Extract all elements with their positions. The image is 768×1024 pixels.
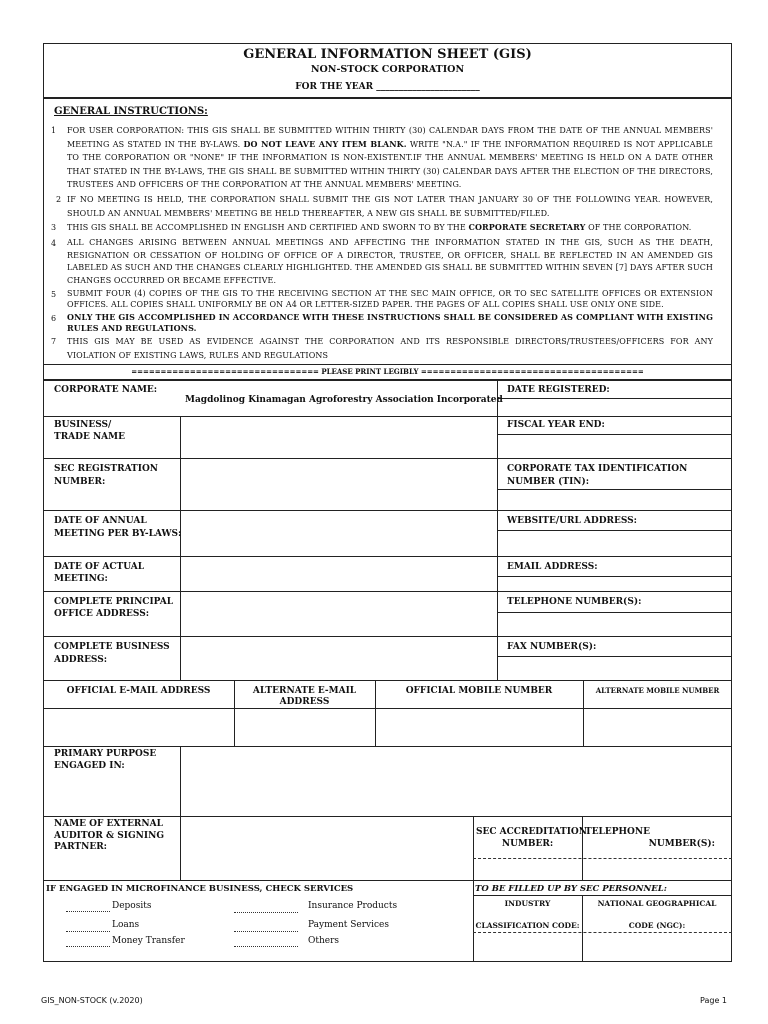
insurance-checkbox-line[interactable] xyxy=(234,912,298,913)
microfinance-heading: IF ENGAGED IN MICROFINANCE BUSINESS, CHECK SERVICES xyxy=(46,884,354,894)
auditor-label-1: NAME OF EXTERNAL xyxy=(54,819,163,829)
business-name-label-2: TRADE NAME xyxy=(54,432,125,442)
print-legibly-rule-top xyxy=(43,364,732,365)
purpose-bottom xyxy=(43,816,732,817)
actual-meeting-label-2: MEETING: xyxy=(54,574,108,584)
row-sep-1 xyxy=(43,416,732,417)
instr-num-7: 7 xyxy=(51,337,57,346)
form-subtitle: NON-STOCK CORPORATION xyxy=(310,64,465,75)
instr-item-3-text-a: THIS GIS SHALL BE ACCOMPLISHED IN ENGLISH AND CERTIFIED AND SWORN TO BY THE xyxy=(67,223,466,232)
form-code: GIS_NON-STOCK (v.2020) xyxy=(41,996,143,1005)
money-transfer-label: Money Transfer xyxy=(112,936,185,946)
instr-num-5: 5 xyxy=(51,290,57,299)
sec-personnel-rule xyxy=(473,895,732,896)
auditor-label-2: AUDITOR & SIGNING xyxy=(54,831,164,841)
principal-office-label-1: COMPLETE PRINCIPAL xyxy=(54,597,174,607)
payment-label: Payment Services xyxy=(308,920,389,930)
others-checkbox-line[interactable] xyxy=(234,946,298,947)
right-sep-e xyxy=(497,576,732,577)
row-sep-6 xyxy=(43,636,732,637)
col-sep-label xyxy=(180,416,181,680)
website-label: WEBSITE/URL ADDRESS: xyxy=(507,516,637,526)
page-number: Page 1 xyxy=(700,996,727,1005)
sec-reg-label-2: NUMBER: xyxy=(54,477,106,487)
purpose-sep xyxy=(180,746,181,816)
instr-item-3-text-b: OF THE CORPORATION. xyxy=(588,223,692,232)
sec-reg-label-1: SEC REGISTRATION xyxy=(54,464,159,474)
industry-label-1: INDUSTRY xyxy=(504,899,551,908)
alternate-email-label-1: ALTERNATE E-MAIL xyxy=(252,686,357,696)
telephone-label: TELEPHONE NUMBER(S): xyxy=(507,597,642,607)
money-transfer-checkbox-line[interactable] xyxy=(66,946,110,947)
alternate-mobile-label: ALTERNATE MOBILE NUMBER xyxy=(595,686,720,695)
right-sep-g xyxy=(497,656,732,657)
principal-office-label-2: OFFICE ADDRESS: xyxy=(54,609,150,619)
sec-accreditation-label-1: SEC ACCREDITATION xyxy=(476,827,587,837)
email-label: EMAIL ADDRESS: xyxy=(507,562,598,572)
fiscal-year-label: FISCAL YEAR END: xyxy=(507,420,605,430)
instr-num-2: 2 xyxy=(56,195,62,204)
tin-label-1: CORPORATE TAX IDENTIFICATION xyxy=(507,464,688,474)
telephone2-label-2: NUMBER(S): xyxy=(648,839,715,849)
sec-personnel-heading: TO BE FILLED UP BY SEC PERSONNEL: xyxy=(475,884,667,894)
payment-checkbox-line[interactable] xyxy=(234,931,298,932)
official-mobile-label: OFFICIAL MOBILE NUMBER xyxy=(405,686,553,696)
sec-accreditation-label-2: NUMBER: xyxy=(501,839,554,849)
instr-item-4: ALL CHANGES ARISING BETWEEN ANNUAL MEETINGS AND AFFECTING THE INFORMATION STATED IN THE GIS, SUCH AS THE DEATH, RESIGNATION OR CESSATION OF HOLDING OF OFFICE OF A DIRECTOR, TRUSTEE, OR OFFICER, SHALL BE REFLECTED IN AN AMENDED GIS LABELED AS SUCH AND THE CHANGES CLEARLY HIGHLIGHTED. THE AMENDED GIS SHALL BE SUBMITTED WITHIN SEVEN [7] DAYS AFTER SUCH CHANGES OCCURRED OR BECAME EFFECTIVE. xyxy=(67,238,713,285)
right-sep-b xyxy=(497,434,732,435)
insurance-label: Insurance Products xyxy=(308,901,398,911)
telephone2-label-1: TELEPHONE xyxy=(585,827,650,837)
deposits-checkbox-line[interactable] xyxy=(66,911,110,912)
annual-meeting-label-1: DATE OF ANNUAL xyxy=(54,516,147,526)
auditor-sep-1 xyxy=(180,816,181,880)
industry-label-2: CLASSIFICATION CODE: xyxy=(475,921,580,930)
instr-item-6: ONLY THE GIS ACCOMPLISHED IN ACCORDANCE WITH THESE INSTRUCTIONS SHALL BE CONSIDERED AS COMPLIANT WITH EXISTING RULES AND REGULATIONS. xyxy=(67,312,713,333)
print-legibly-banner: ================================ PLEASE PRINT LEGIBLY ====================================== xyxy=(131,367,644,376)
for-the-year: FOR THE YEAR _______________________ xyxy=(295,82,480,92)
auditor-dash xyxy=(473,858,732,859)
contact-sep-h xyxy=(43,708,732,709)
row-sep-3 xyxy=(43,510,732,511)
instructions-heading: GENERAL INSTRUCTIONS: xyxy=(54,106,208,117)
primary-purpose-label-2: ENGAGED IN: xyxy=(54,761,125,771)
others-label: Others xyxy=(308,936,340,946)
instr-item-1-text-b: WRITE "N.A." IF THE INFORMATION REQUIRED IS NOT APPLICABLE TO THE CORPORATION OR "NONE" IF THE INFORMATION IS NON-EXISTENT.IF THE ANNUAL MEMBERS' MEETING IS HELD ON A DATE OTHER THAT STATED IN THE BY-LAWS, THE GIS SHALL BE SUBMITTED WITHIN THIRTY (30) CALENDAR DAYS AFTER THE ELECTION OF THE DIRECTORS, TRUSTEES AND OFFICERS OF THE CORPORATION AT THE ANNUAL MEMBERS' MEETING. xyxy=(67,139,713,189)
date-registered-label: DATE REGISTERED: xyxy=(507,385,610,395)
business-address-label-1: COMPLETE BUSINESS xyxy=(54,642,170,652)
primary-purpose-label-1: PRIMARY PURPOSE xyxy=(54,749,157,759)
tin-label-2: NUMBER (TIN): xyxy=(507,477,590,487)
official-email-label: OFFICIAL E-MAIL ADDRESS xyxy=(66,686,211,696)
right-sep-f xyxy=(497,612,732,613)
business-name-label-1: BUSINESS/ xyxy=(54,420,112,430)
form-title: GENERAL INFORMATION SHEET (GIS) xyxy=(243,47,532,62)
auditor-label-3: PARTNER: xyxy=(54,842,108,852)
instr-num-3: 3 xyxy=(51,223,57,232)
instr-num-4: 4 xyxy=(51,239,57,248)
contact-bottom xyxy=(43,746,732,747)
right-sep-d xyxy=(497,530,732,531)
instr-num-1: 1 xyxy=(51,126,57,135)
row-sep-2 xyxy=(43,458,732,459)
alternate-email-label-2: ADDRESS xyxy=(279,697,330,707)
sec-personnel-dash xyxy=(473,932,732,933)
annual-meeting-label-2: MEETING PER BY-LAWS: xyxy=(54,529,182,539)
ngc-label-2: CODE (NGC): xyxy=(628,921,686,930)
instr-item-2: IF NO MEETING IS HELD, THE CORPORATION SHALL SUBMIT THE GIS NOT LATER THAN JANUARY 30 OF THE FOLLOWING YEAR. HOWEVER, SHOULD AN ANNUAL MEMBERS' MEETING BE HELD THEREAFTER, A NEW GIS SHALL BE SUBMITTED/FILED. xyxy=(67,195,713,218)
right-sep-a xyxy=(497,398,732,399)
instr-item-1-bold: DO NOT LEAVE ANY ITEM BLANK. xyxy=(243,138,407,149)
business-address-label-2: ADDRESS: xyxy=(54,655,108,665)
corporate-name-value[interactable]: Magdolinog Kinamagan Agroforestry Association Incorporated xyxy=(185,395,503,405)
auditor-bottom xyxy=(43,880,732,881)
row-sep-4 xyxy=(43,556,732,557)
row-sep-5 xyxy=(43,591,732,592)
instr-num-6: 6 xyxy=(51,314,57,323)
actual-meeting-label-1: DATE OF ACTUAL xyxy=(54,562,145,572)
loans-label: Loans xyxy=(112,920,140,930)
instr-item-3 xyxy=(67,221,713,235)
corporate-name-label: CORPORATE NAME: xyxy=(54,385,158,395)
loans-checkbox-line[interactable] xyxy=(66,931,110,932)
right-sep-c xyxy=(497,489,732,490)
instr-item-5: SUBMIT FOUR (4) COPIES OF THE GIS TO THE RECEIVING SECTION AT THE SEC MAIN OFFICE, OR TO SEC SATELLITE OFFICES OR EXTENSION OFFICES. ALL COPIES SHALL UNIFORMLY BE ON A4 OR LETTER-SIZED PAPER. THE PAGES OF ALL COPIES SHALL USE ONLY ONE SIDE. xyxy=(67,289,713,309)
row-sep-7 xyxy=(43,680,732,681)
fax-label: FAX NUMBER(S): xyxy=(507,642,597,652)
deposits-label: Deposits xyxy=(112,901,152,911)
instr-item-7: THIS GIS MAY BE USED AS EVIDENCE AGAINST THE CORPORATION AND ITS RESPONSIBLE DIRECTORS/TRUSTEES/OFFICERS FOR ANY VIOLATION OF EXISTING LAWS, RULES AND REGULATIONS xyxy=(67,337,713,360)
instr-item-1-text-a: FOR USER CORPORATION: THIS GIS SHALL BE SUBMITTED WITHIN THIRTY (30) CALENDAR DAYS FROM THE DATE OF THE ANNUAL MEMBERS' MEETING AS STATED IN THE BY-LAWS. xyxy=(67,126,713,149)
instr-item-1 xyxy=(67,124,713,192)
instr-item-3-bold: CORPORATE SECRETARY xyxy=(468,222,586,232)
ngc-label-1: NATIONAL GEOGRAPHICAL xyxy=(597,899,717,908)
